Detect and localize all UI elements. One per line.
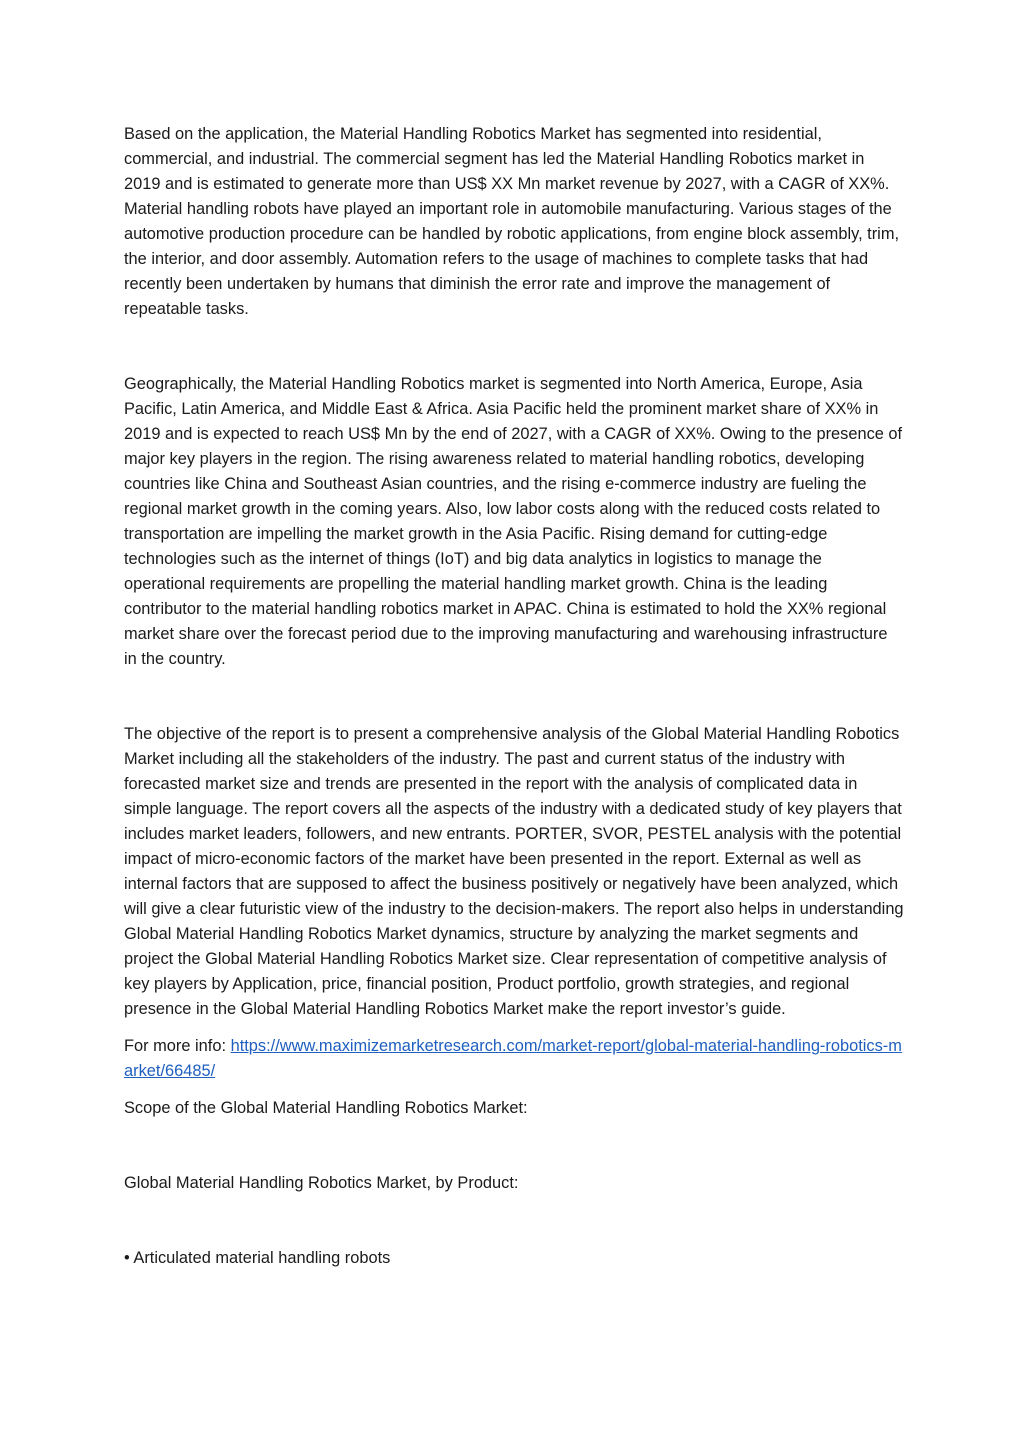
paragraph-application: Based on the application, the Material Handling Robotics Market has segmented into residential, commercial, and industrial. The commercial segment has led the Material Handling Robotics market in 2019 and is estimated to generate more than US$ XX Mn market revenue by 2027, with a CAGR of XX%. Material handling robots have played an important role in automobile manufacturing. Various stages of the automotive production procedure can be handled by robotic applications, from engine block assembly, trim, the interior, and door assembly. Automation refers to the usage of machines to complete tasks that had recently been undertaken by humans that diminish the error rate and improve the management of repeatable tasks.	[124, 125, 900, 318]
scope-heading: Scope of the Global Material Handling Robotics Market:	[124, 1099, 528, 1117]
product-list-item: • Articulated material handling robots	[124, 1249, 391, 1267]
more-info-line	[124, 1034, 904, 1084]
paragraph-geography: Geographically, the Material Handling Robotics market is segmented into North America, Europe, Asia Pacific, Latin America, and Middle East & Africa. Asia Pacific held the prominent market share of XX% in 2019 and is expected to reach US$ Mn by the end of 2027, with a CAGR of XX%. Owing to the presence of major key players in the region. The rising awareness related to material handling robotics, developing countries like China and Southeast Asian countries, and the rising e-commerce industry are fueling the regional market growth in the coming years. Also, low labor costs along with the reduced costs related to transportation are impelling the market growth in the Asia Pacific. Rising demand for cutting-edge technologies such as the internet of things (IoT) and big data analytics in logistics to manage the operational requirements are propelling the material handling market growth. China is the leading contributor to the material handling robotics market in APAC. China is estimated to hold the XX% regional market share over the forecast period due to the improving manufacturing and warehousing infrastructure in the country.	[124, 375, 903, 668]
more-info-label: For more info:	[124, 1037, 231, 1055]
document-page	[124, 122, 904, 1271]
by-product-heading: Global Material Handling Robotics Market, by Product:	[124, 1174, 519, 1192]
paragraph-objective: The objective of the report is to present a comprehensive analysis of the Global Material Handling Robotics Market including all the stakeholders of the industry. The past and current status of the industry with forecasted market size and trends are presented in the report with the analysis of complicated data in simple language. The report covers all the aspects of the industry with a dedicated study of key players that includes market leaders, followers, and new entrants. PORTER, SVOR, PESTEL analysis with the potential impact of micro-economic factors of the market have been presented in the report. External as well as internal factors that are supposed to affect the business positively or negatively have been analyzed, which will give a clear futuristic view of the industry to the decision-makers. The report also helps in understanding Global Material Handling Robotics Market dynamics, structure by analyzing the market segments and project the Global Material Handling Robotics Market size. Clear representation of competitive analysis of key players by Application, price, financial position, Product portfolio, growth strategies, and regional presence in the Global Material Handling Robotics Market make the report investor’s guide.	[124, 725, 904, 1018]
more-info-link[interactable]: https://www.maximizemarketresearch.com/market-report/global-material-handling-robotics-market/66485/	[124, 1037, 902, 1080]
